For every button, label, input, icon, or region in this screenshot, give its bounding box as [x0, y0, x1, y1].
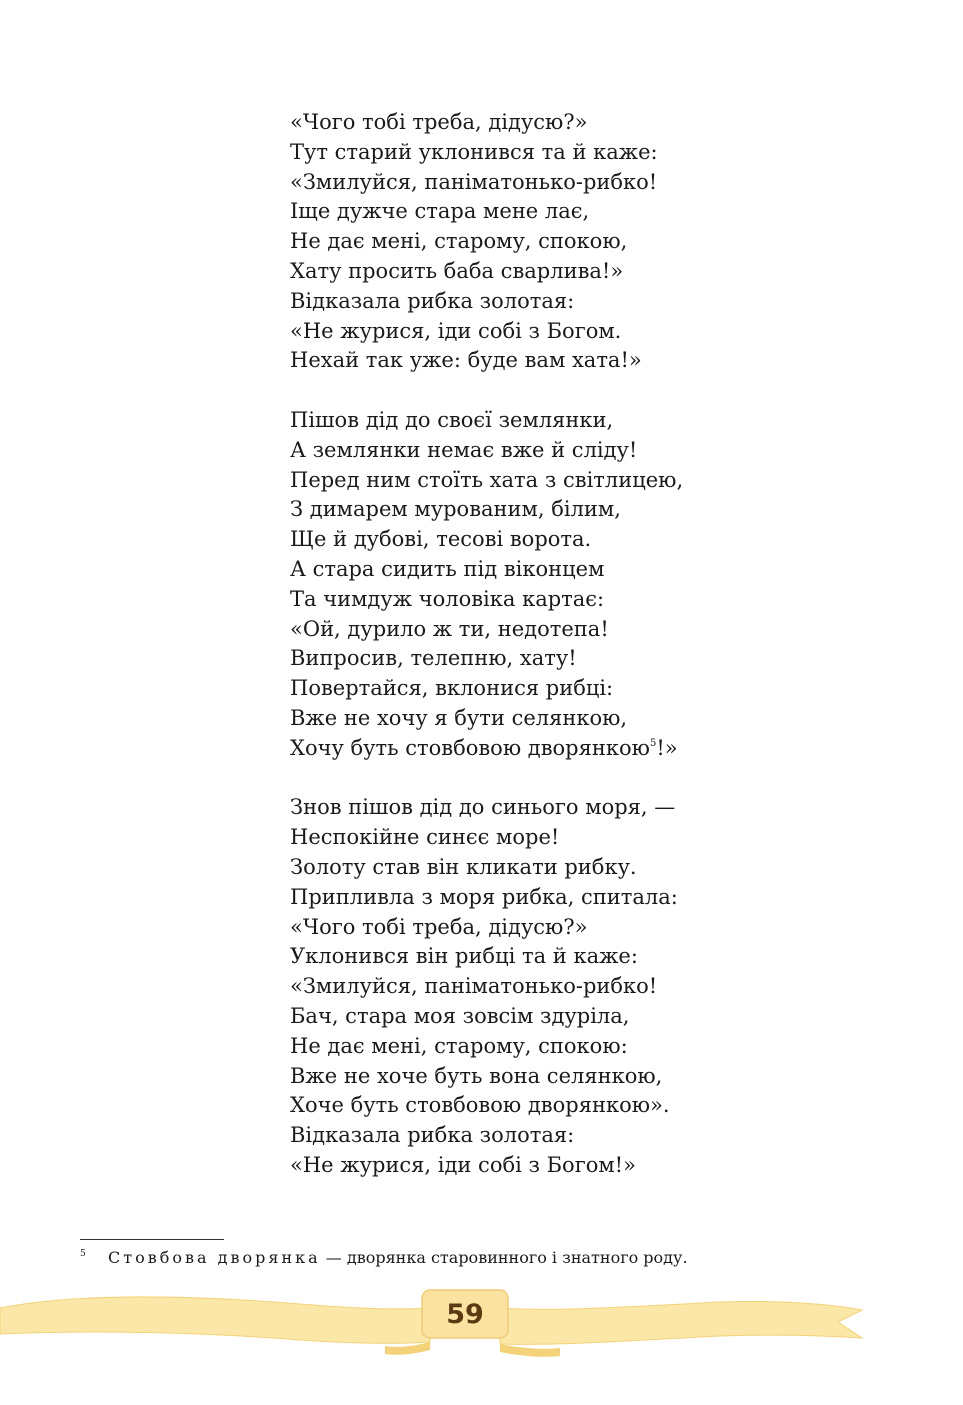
poem-line: Хоче буть стовбовою дворянкою».	[290, 1093, 670, 1118]
poem-line: Повертайся, вклонися рибці:	[290, 676, 614, 701]
poem-line: Хату просить баба сварлива!»	[290, 258, 624, 283]
poem-line: Іще дужче стара мене лає,	[290, 199, 590, 224]
poem-line: Випросив, телепню, хату!	[290, 646, 577, 671]
poem-line: Ще й дубові, тесові ворота.	[290, 527, 592, 552]
stanza-2	[290, 406, 850, 764]
page-number: 59	[446, 1299, 484, 1330]
poem-line-ending: !»	[656, 735, 678, 760]
footnote-reference[interactable]: 5	[649, 737, 657, 749]
poem-line: Пішов дід до своєї землянки,	[290, 407, 614, 432]
poem-line: «Змилуйся, паніматонько-рибко!	[290, 974, 658, 999]
poem-line: Нехай так уже: буде вам хата!»	[290, 348, 642, 373]
stanza-3	[290, 793, 850, 1180]
poem-line: Вже не хоче буть вона селянкою,	[290, 1063, 663, 1088]
poem-line: А землянки немає вже й сліду!	[290, 437, 638, 462]
poem-line-with-footnote	[290, 734, 850, 764]
poem-line: Уклонився він рибці та й каже:	[290, 944, 638, 969]
poem-line: Золоту став він кликати рибку.	[290, 854, 637, 879]
ribbon-left-band	[0, 1297, 430, 1343]
poem-line: Неспокійне синєє море!	[290, 825, 560, 850]
stanza-1	[290, 108, 850, 376]
ribbon-left-fold	[385, 1342, 430, 1355]
poem-line: Перед ним стоїть хата з світлицею,	[290, 467, 684, 492]
poem-line: «Ой, дурило ж ти, недотепа!	[290, 616, 609, 641]
poem-line: Знов пішов дід до синього моря, —	[290, 795, 676, 820]
ribbon-right-fold	[500, 1344, 560, 1357]
footnote: 5 Стовбова дворянка — дворянка старовинного і знатного роду.	[80, 1248, 688, 1267]
poem-line: А стара сидить під віконцем	[290, 556, 605, 581]
poem-text	[290, 108, 850, 1181]
poem-line: Не дає мені, старому, спокою,	[290, 229, 628, 254]
poem-line: «Чого тобі треба, дідусю?»	[290, 914, 588, 939]
poem-line: «Чого тобі треба, дідусю?»	[290, 110, 588, 134]
poem-line: Відказала рибка золотая:	[290, 288, 575, 313]
footnote-term: Стовбова дворянка	[108, 1248, 321, 1267]
ribbon-right-band	[500, 1301, 862, 1344]
poem-line: «Не журися, іди собі з Богом!»	[290, 1152, 636, 1177]
poem-line: Не дає мені, старому, спокою:	[290, 1033, 628, 1058]
poem-line: З димарем мурованим, білим,	[290, 497, 621, 522]
poem-line: Припливла з моря рибка, спитала:	[290, 884, 678, 909]
footnote-divider	[80, 1239, 224, 1240]
poem-line: Відказала рибка золотая:	[290, 1123, 575, 1148]
footnote-definition: — дворянка старовинного і знатного роду.	[320, 1248, 688, 1267]
poem-line: Вже не хочу я бути селянкою,	[290, 705, 628, 730]
poem-line: Та чимдуж чоловіка картає:	[290, 586, 605, 611]
poem-line: Тут старий уклонився та й каже:	[290, 139, 658, 164]
poem-line: «Змилуйся, паніматонько-рибко!	[290, 169, 658, 194]
poem-line-text: Хочу буть стовбовою дворянкою	[290, 735, 650, 760]
poem-line: Бач, стара моя зовсім здуріла,	[290, 1003, 630, 1028]
poem-line: «Не журися, іди собі з Богом.	[290, 318, 622, 343]
